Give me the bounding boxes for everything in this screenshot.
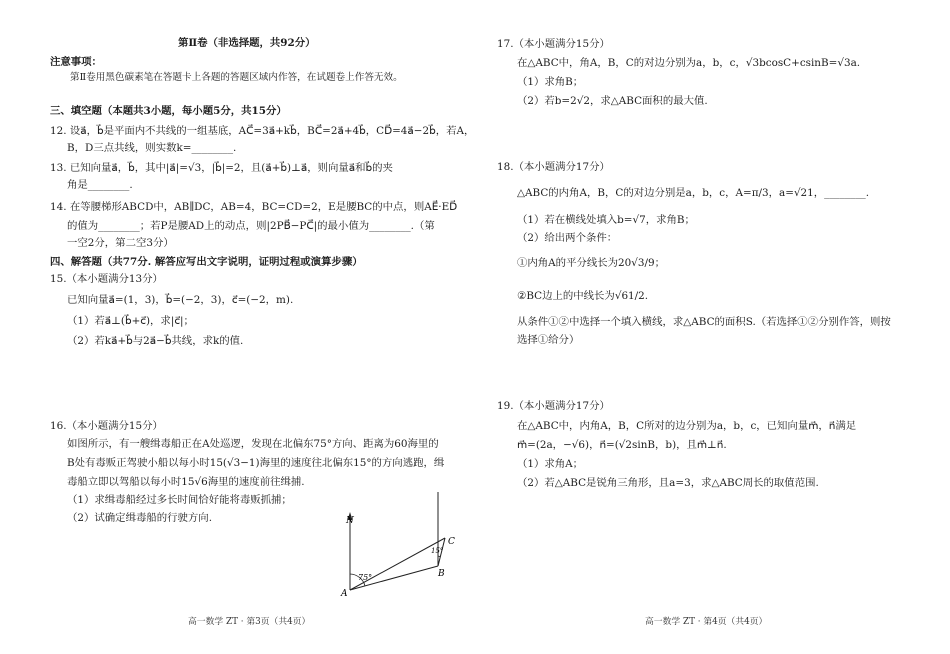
part4-heading: 四、解答题（共77分. 解答应写出文字说明，证明过程或演算步骤） <box>50 256 363 268</box>
label-a: A <box>341 589 348 599</box>
q16-part2: （2）试确定缉毒船的行驶方向. <box>67 512 212 524</box>
q16-part1: （1）求缉毒船经过多长时间恰好能将毒贩抓捕； <box>67 494 292 506</box>
navigation-diagram <box>330 490 470 600</box>
q12-line2: B，D三点共线，则实数k=________. <box>67 142 237 154</box>
q19-part1: （1）求角A； <box>517 458 584 470</box>
q19-part2: （2）若△ABC是锐角三角形，且a=3，求△ABC周长的取值范围. <box>517 477 819 489</box>
q16-line2: B处有毒贩正驾驶小船以每小时15(√3−1)海里的速度往北偏东15°的方向逃跑，缉 <box>67 457 445 469</box>
label-b: B <box>438 569 445 579</box>
q18-part2: （2）给出两个条件： <box>517 232 618 244</box>
q19-line2: m⃗=(2a，−√6)，n⃗=(√2sinB，b)，且m⃗⊥n⃗. <box>517 439 727 451</box>
q19-line1: 在△ABC中，内角A，B，C所对的边分别为a，b，c，已知向量m⃗，n⃗满足 <box>517 420 857 432</box>
q18-part1: （1）若在横线处填入b=√7，求角B； <box>517 214 695 226</box>
part3-heading: 三、填空题（本题共3小题，每小题5分，共15分） <box>50 105 287 117</box>
q15-part1: （1）若a⃗⊥(b⃗+c⃗)，求|c⃗|； <box>67 315 194 327</box>
q14-line1: 14. 在等腰梯形ABCD中，AB∥DC，AB=4，BC=CD=2，E是腰BC的中点，则AE⃗·ED⃗ <box>50 201 458 213</box>
q17-given: 在△ABC中，角A，B，C的对边分别为a，b，c，√3bcosC+csinB=√3a. <box>517 57 861 69</box>
angle-b-label: 15° <box>431 547 444 555</box>
q18-condition1: ①内角A的平分线长为20√3/9； <box>517 257 665 269</box>
q17-part2: （2）若b=2√2，求△ABC面积的最大值. <box>517 95 708 107</box>
q15-title: 15.（本小题满分13分） <box>50 273 163 285</box>
q18-condition2: ②BC边上的中线长为√61/2. <box>517 290 649 302</box>
right-page <box>475 0 950 654</box>
label-n: N <box>346 516 354 526</box>
q19-title: 19.（本小题满分17分） <box>497 400 610 412</box>
q18-title: 18.（本小题满分17分） <box>497 161 610 173</box>
right-footer: 高一数学 ZT · 第4页（共4页） <box>645 617 768 627</box>
q18-given: △ABC的内角A，B，C的对边分别是a，b，c，A=π/3，a=√21，________. <box>517 187 870 199</box>
q12-line1: 12. 设a⃗，b⃗是平面内不共线的一组基底，AC⃗=3a⃗+kb⃗，BC⃗=2a⃗+4b⃗，CD⃗=4a⃗−2b⃗，若A， <box>50 125 475 137</box>
notice-text: 第Ⅱ卷用黑色碳素笔在答题卡上各题的答题区域内作答，在试题卷上作答无效。 <box>70 72 403 83</box>
q17-part1: （1）求角B； <box>517 76 584 88</box>
q18-line1: 从条件①②中选择一个填入横线，求△ABC的面积S.（若选择①②分别作答，则按 <box>517 316 891 328</box>
q14-line3: 一空2分，第二空3分） <box>67 237 174 249</box>
label-c: C <box>448 537 455 547</box>
q17-title: 17.（本小题满分15分） <box>497 38 610 50</box>
segment-ac <box>350 538 445 590</box>
q13-line2: 角是________. <box>67 179 133 191</box>
q16-line3: 毒船立即以驾船以每小时15√6海里的速度前往缉捕. <box>67 476 305 488</box>
q16-figure <box>330 490 470 600</box>
q13-line1: 13. 已知向量a⃗，b⃗，其中|a⃗|=√3，|b⃗|=2，且(a⃗+b⃗)⊥a⃗，则向量a⃗和b⃗的夹 <box>50 162 393 174</box>
q16-title: 16.（本小题满分15分） <box>50 420 163 432</box>
q14-line2: 的值为________；若P是腰AD上的动点，则|2PB⃗−PC⃗|的最小值为________.（第 <box>67 220 435 232</box>
angle-a-label: 75° <box>358 573 373 582</box>
section-title: 第Ⅱ卷（非选择题，共92分） <box>178 37 316 49</box>
left-footer: 高一数学 ZT · 第3页（共4页） <box>188 617 311 627</box>
q15-part2: （2）若ka⃗+b⃗与2a⃗−b⃗共线，求k的值. <box>67 335 244 347</box>
q16-line1: 如图所示，有一艘缉毒船正在A处巡逻，发现在北偏东75°方向、距离为60海里的 <box>67 438 439 450</box>
q15-given: 已知向量a⃗=(1，3)，b⃗=(−2，3)，c⃗=(−2，m). <box>67 294 294 306</box>
notice-heading: 注意事项： <box>50 56 102 68</box>
q18-line2: 选择①给分） <box>517 334 580 346</box>
